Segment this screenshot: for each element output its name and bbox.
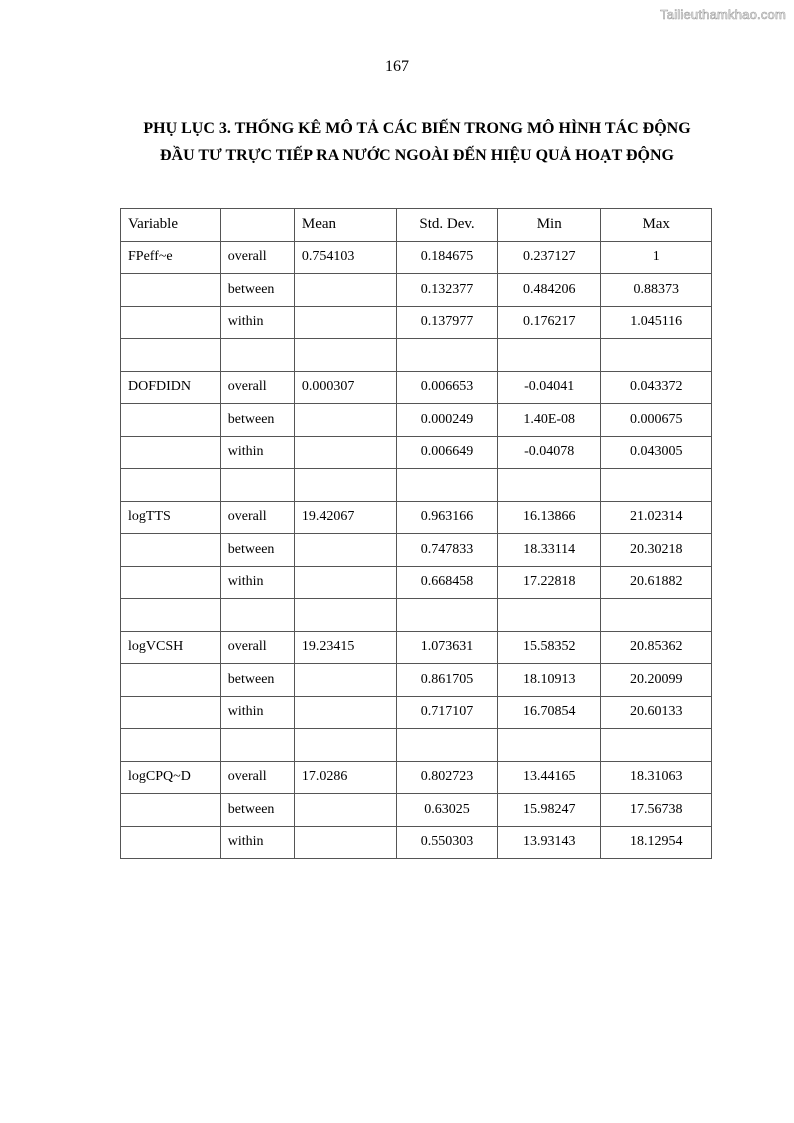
cell-type: between: [220, 274, 294, 307]
table-row: [121, 274, 712, 307]
cell-variable: logVCSH: [121, 631, 221, 664]
cell-variable: logCPQ~D: [121, 761, 221, 794]
cell-std-dev: 0.006653: [397, 371, 498, 404]
cell-max: 0.043005: [601, 436, 712, 469]
cell-type: [220, 599, 294, 632]
cell-variable: [121, 599, 221, 632]
cell-type: between: [220, 404, 294, 437]
cell-variable: [121, 826, 221, 859]
cell-std-dev: 0.747833: [397, 534, 498, 567]
cell-std-dev: [397, 339, 498, 372]
cell-std-dev: 0.668458: [397, 566, 498, 599]
cell-min: 15.58352: [498, 631, 601, 664]
header-min: Min: [498, 209, 601, 242]
cell-max: 20.30218: [601, 534, 712, 567]
cell-type: [220, 729, 294, 762]
cell-type: overall: [220, 501, 294, 534]
cell-mean: 17.0286: [294, 761, 396, 794]
cell-type: overall: [220, 371, 294, 404]
cell-variable: FPeff~e: [121, 241, 221, 274]
cell-max: 20.60133: [601, 696, 712, 729]
cell-type: [220, 469, 294, 502]
cell-std-dev: 0.802723: [397, 761, 498, 794]
cell-min: [498, 339, 601, 372]
cell-min: 18.10913: [498, 664, 601, 697]
cell-min: -0.04041: [498, 371, 601, 404]
cell-max: [601, 599, 712, 632]
cell-max: 18.12954: [601, 826, 712, 859]
cell-mean: 0.000307: [294, 371, 396, 404]
cell-mean: 19.23415: [294, 631, 396, 664]
cell-mean: [294, 404, 396, 437]
cell-min: 1.40E-08: [498, 404, 601, 437]
cell-min: 0.237127: [498, 241, 601, 274]
cell-variable: [121, 274, 221, 307]
cell-min: 0.484206: [498, 274, 601, 307]
table-row: [121, 826, 712, 859]
cell-variable: [121, 339, 221, 372]
cell-variable: [121, 794, 221, 827]
table-row: [121, 469, 712, 502]
cell-max: 0.88373: [601, 274, 712, 307]
cell-std-dev: 0.132377: [397, 274, 498, 307]
cell-mean: [294, 664, 396, 697]
descriptive-statistics-table: [120, 208, 712, 859]
cell-min: 0.176217: [498, 306, 601, 339]
appendix-title-line-2: ĐẦU TƯ TRỰC TIẾP RA NƯỚC NGOÀI ĐẾN HIỆU QUẢ HOẠT ĐỘNG: [160, 147, 674, 164]
cell-type: within: [220, 826, 294, 859]
cell-std-dev: 0.63025: [397, 794, 498, 827]
table-row: [121, 241, 712, 274]
cell-variable: [121, 436, 221, 469]
cell-max: [601, 469, 712, 502]
cell-type: overall: [220, 761, 294, 794]
cell-variable: [121, 566, 221, 599]
table-row: [121, 664, 712, 697]
cell-variable: [121, 534, 221, 567]
cell-mean: [294, 599, 396, 632]
cell-min: [498, 469, 601, 502]
table-header-row: [121, 209, 712, 242]
table-row: [121, 306, 712, 339]
cell-std-dev: 1.073631: [397, 631, 498, 664]
cell-variable: [121, 306, 221, 339]
cell-mean: [294, 794, 396, 827]
table-row: [121, 631, 712, 664]
header-type: [220, 209, 294, 242]
cell-type: overall: [220, 241, 294, 274]
header-max: Max: [601, 209, 712, 242]
cell-std-dev: 0.717107: [397, 696, 498, 729]
cell-mean: 0.754103: [294, 241, 396, 274]
cell-min: 13.93143: [498, 826, 601, 859]
table-row: [121, 371, 712, 404]
cell-std-dev: [397, 469, 498, 502]
cell-mean: [294, 534, 396, 567]
cell-min: 16.70854: [498, 696, 601, 729]
cell-variable: logTTS: [121, 501, 221, 534]
cell-mean: [294, 696, 396, 729]
table-row: [121, 566, 712, 599]
cell-std-dev: 0.184675: [397, 241, 498, 274]
header-variable: Variable: [121, 209, 221, 242]
cell-max: 21.02314: [601, 501, 712, 534]
cell-variable: [121, 469, 221, 502]
cell-type: [220, 339, 294, 372]
cell-min: 13.44165: [498, 761, 601, 794]
cell-max: [601, 729, 712, 762]
cell-variable: [121, 404, 221, 437]
cell-variable: [121, 664, 221, 697]
cell-mean: [294, 306, 396, 339]
cell-std-dev: 0.137977: [397, 306, 498, 339]
appendix-title: [60, 115, 774, 169]
cell-std-dev: 0.861705: [397, 664, 498, 697]
cell-min: 17.22818: [498, 566, 601, 599]
table-row: [121, 501, 712, 534]
cell-type: overall: [220, 631, 294, 664]
cell-variable: DOFDIDN: [121, 371, 221, 404]
cell-type: between: [220, 534, 294, 567]
cell-std-dev: [397, 599, 498, 632]
cell-type: within: [220, 436, 294, 469]
cell-type: within: [220, 306, 294, 339]
cell-std-dev: 0.000249: [397, 404, 498, 437]
cell-mean: [294, 436, 396, 469]
watermark: Tailieuthamkhao.com: [660, 7, 786, 22]
table-row: [121, 534, 712, 567]
cell-min: 15.98247: [498, 794, 601, 827]
table-row: [121, 339, 712, 372]
cell-std-dev: [397, 729, 498, 762]
cell-max: 1.045116: [601, 306, 712, 339]
cell-max: 20.85362: [601, 631, 712, 664]
cell-max: [601, 339, 712, 372]
cell-variable: [121, 729, 221, 762]
cell-std-dev: 0.550303: [397, 826, 498, 859]
cell-std-dev: 0.963166: [397, 501, 498, 534]
cell-type: within: [220, 566, 294, 599]
header-mean: Mean: [294, 209, 396, 242]
table-row: [121, 404, 712, 437]
cell-max: 0.043372: [601, 371, 712, 404]
table-row: [121, 729, 712, 762]
cell-std-dev: 0.006649: [397, 436, 498, 469]
cell-min: 16.13866: [498, 501, 601, 534]
cell-min: -0.04078: [498, 436, 601, 469]
cell-max: 1: [601, 241, 712, 274]
cell-min: [498, 599, 601, 632]
cell-mean: [294, 469, 396, 502]
cell-type: between: [220, 794, 294, 827]
table-row: [121, 436, 712, 469]
cell-max: 18.31063: [601, 761, 712, 794]
table-row: [121, 761, 712, 794]
cell-min: [498, 729, 601, 762]
cell-max: 20.20099: [601, 664, 712, 697]
cell-mean: [294, 729, 396, 762]
page-number: 167: [385, 58, 409, 75]
table-row: [121, 794, 712, 827]
header-std-dev: Std. Dev.: [397, 209, 498, 242]
appendix-title-line-1: PHỤ LỤC 3. THỐNG KÊ MÔ TẢ CÁC BIẾN TRONG MÔ HÌNH TÁC ĐỘNG: [143, 120, 691, 137]
cell-variable: [121, 696, 221, 729]
table-row: [121, 599, 712, 632]
cell-max: 17.56738: [601, 794, 712, 827]
cell-max: 20.61882: [601, 566, 712, 599]
cell-type: between: [220, 664, 294, 697]
table-row: [121, 696, 712, 729]
cell-mean: [294, 339, 396, 372]
table-body: [121, 241, 712, 859]
cell-mean: [294, 826, 396, 859]
cell-type: within: [220, 696, 294, 729]
cell-mean: [294, 274, 396, 307]
cell-mean: 19.42067: [294, 501, 396, 534]
cell-min: 18.33114: [498, 534, 601, 567]
cell-max: 0.000675: [601, 404, 712, 437]
cell-mean: [294, 566, 396, 599]
